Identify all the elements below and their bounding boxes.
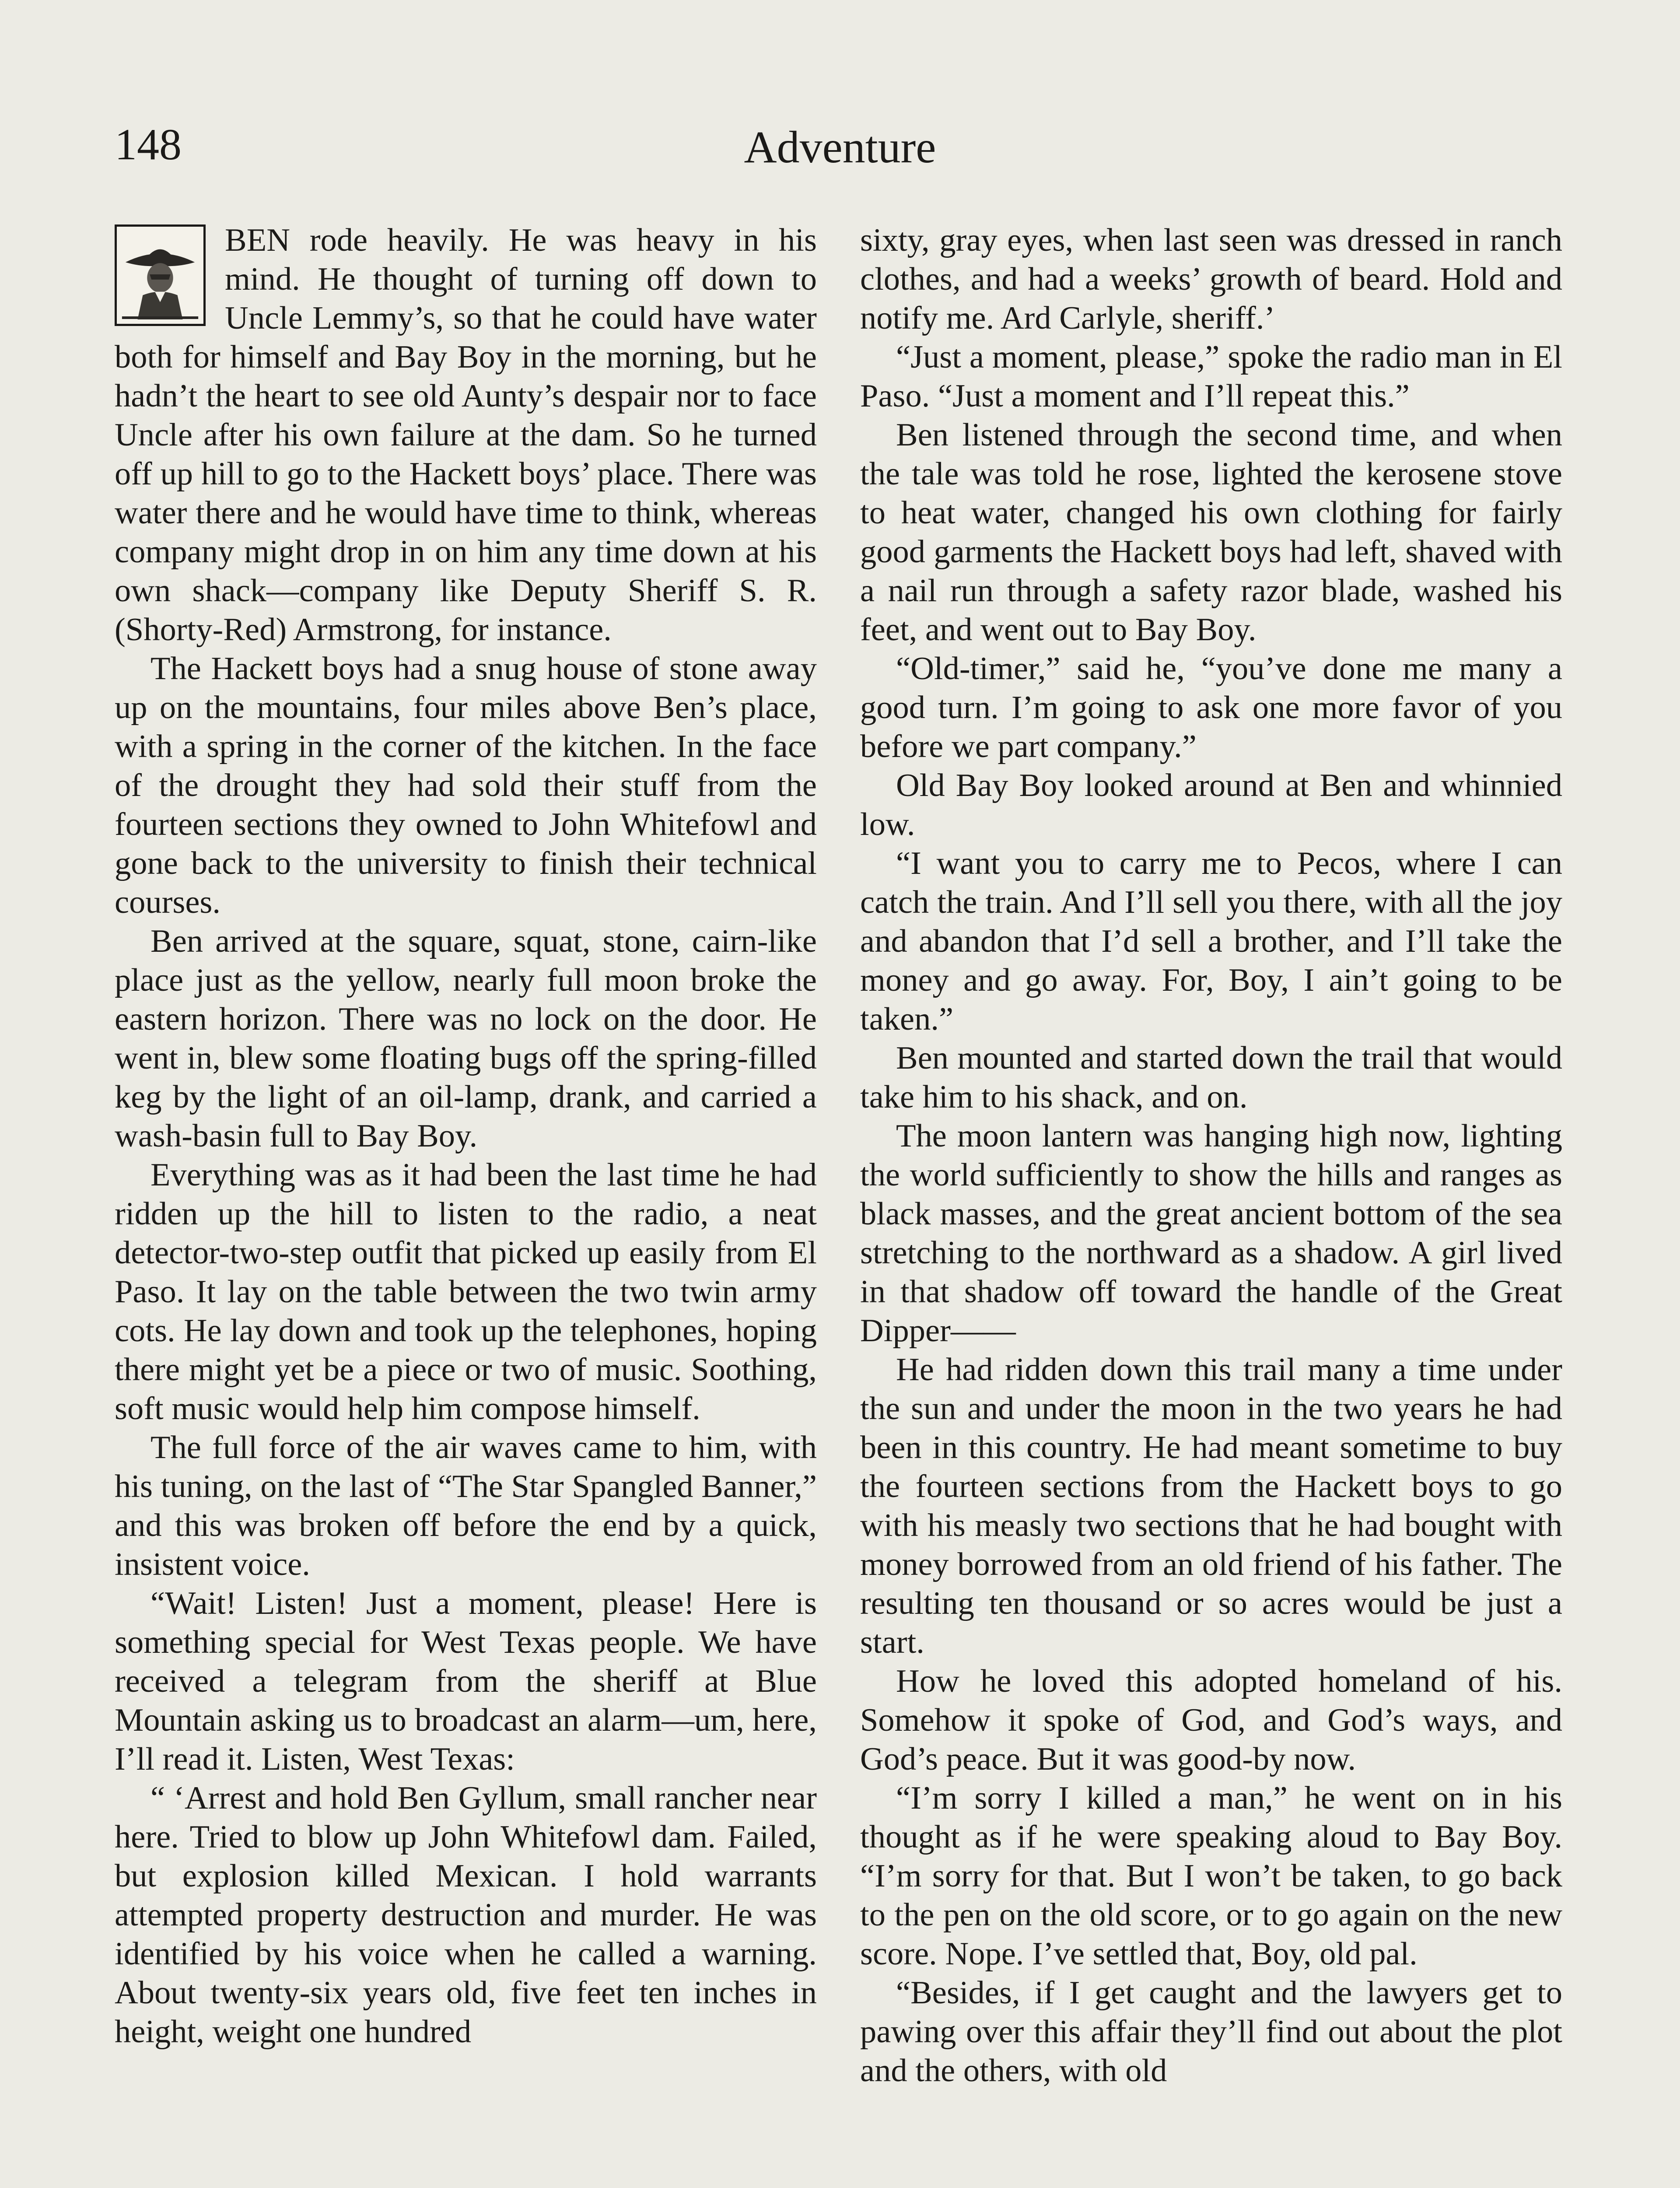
paragraph: The full force of the air waves came to him, with his tuning, on the last of “The Star Spangled Banner,” and this was broken off before the end by a quick, insistent voice. xyxy=(115,1430,817,1582)
paragraph: Ben listened through the second time, and when the tale was told he rose, lighted the kerosene stove to heat water, changed his own clothing for fairly good garments the Hackett boys had left, shaved with a nail run through a safety razor blade, washed his feet, and went out to Bay Boy. xyxy=(860,417,1562,648)
paragraph: Everything was as it had been the last time he had ridden up the hill to listen to the radio, a neat detector-two-step outfit that picked up easily from El Paso. It lay on the table between the two twin army cots. He lay down and took up the telephones, hoping there might yet be a piece or two of music. Soothing, soft music would help him compose himself. xyxy=(115,1157,817,1427)
paragraph: “ ‘Arrest and hold Ben Gyllum, small rancher near here. Tried to blow up John Whitefowl dam. Failed, but explosion killed Mexican. I hold warrants attempted property destruction and murder. He was identified by his voice when he called a warning. About twenty-six years old, five feet ten inches in height, weight one hundred xyxy=(115,1780,817,2050)
cowboy-vignette-icon xyxy=(115,224,206,326)
paragraph: “I’m sorry I killed a man,” he went on in his thought as if he were speaking aloud to Bay Boy. “I’m sorry for that. But I won’t be taken, to go back to the pen on the old score, or to go again on the new score. Nope. I’ve settled that, Boy, old pal. xyxy=(860,1780,1562,1972)
paragraph: Ben arrived at the square, squat, stone, cairn-like place just as the yellow, nearly full moon broke the eastern horizon. There was no lock on the door. He went in, blew some floating bugs off the spring-filled keg by the light of an oil-lamp, drank, and carried a wash-basin full to Bay Boy. xyxy=(115,923,817,1154)
paragraph: Old Bay Boy looked around at Ben and whinnied low. xyxy=(860,768,1562,842)
paragraph: The Hackett boys had a snug house of stone away up on the mountains, four miles above Ben’s place, with a spring in the corner of the kitchen. In the face of the drought they had sold their stuff from the fourteen sections they owned to John Whitefowl and gone back to the university to finish their technical courses. xyxy=(115,651,817,920)
paragraph: How he loved this adopted homeland of his. Somehow it spoke of God, and God’s ways, and God’s peace. But it was good-by now. xyxy=(860,1663,1562,1777)
paragraph: He had ridden down this trail many a time under the sun and under the moon in the two years he had been in this country. He had meant sometime to buy the fourteen sections from the Hackett boys to go with his measly two sections that he had bought with money borrowed from an old friend of his father. The resulting ten thousand or so acres would be just a start. xyxy=(860,1352,1562,1660)
running-head: Adventure xyxy=(744,122,936,172)
left-column xyxy=(115,221,817,2051)
right-column xyxy=(860,221,1562,2090)
paragraph: “Besides, if I get caught and the lawyers get to pawing over this affair they’ll find out about the plot and the others, with old xyxy=(860,1975,1562,2089)
paragraph: The moon lantern was hanging high now, lighting the world sufficiently to show the hills and ranges as black masses, and the great ancient bottom of the sea stretching to the northward as a shadow. A girl lived in that shadow off toward the handle of the Great Dipper—— xyxy=(860,1118,1562,1349)
paragraph: “I want you to carry me to Pecos, where I can catch the train. And I’ll sell you there, with all the joy and abandon that I’d sell a brother, and I’ll take the money and go away. For, Boy, I ain’t going to be taken.” xyxy=(860,845,1562,1037)
paragraph: Ben mounted and started down the trail that would take him to his shack, and on. xyxy=(860,1040,1562,1115)
page-number: 148 xyxy=(115,120,182,169)
paragraph: sixty, gray eyes, when last seen was dressed in ranch clothes, and had a weeks’ growth of beard. Hold and notify me. Ard Carlyle, sheriff.’ xyxy=(860,222,1562,336)
paragraph: BEN rode heavily. He was heavy in his mind. He thought of turning off down to Uncle Lemmy’s, so that he could have water both for himself and Bay Boy in the morning, but he hadn’t the heart to see old Aunty’s despair nor to face Uncle after his own failure at the dam. So he turned off up hill to go to the Hackett boys’ place. There was water there and he would have time to think, whereas company might drop in on him any time down at his own shack—company like Deputy Sheriff S. R. (Shorty-Red) Armstrong, for instance. xyxy=(115,222,817,648)
paragraph: “Just a moment, please,” spoke the radio man in El Paso. “Just a moment and I’ll repeat this.” xyxy=(860,339,1562,414)
paragraph: “Old-timer,” said he, “you’ve done me many a good turn. I’m going to ask one more favor of you before we part company.” xyxy=(860,651,1562,764)
paragraph: “Wait! Listen! Just a moment, please! Here is something special for West Texas people. We have received a telegram from the sheriff at Blue Mountain asking us to broadcast an alarm—um, here, I’ll read it. Listen, West Texas: xyxy=(115,1585,817,1777)
